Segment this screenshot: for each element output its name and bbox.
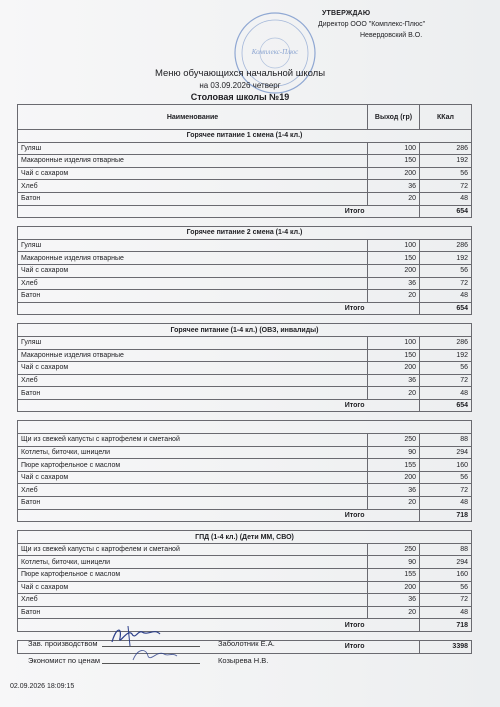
table-row: [18, 192, 472, 205]
dish-kcal: 294: [420, 446, 472, 459]
dish-name: Макаронные изделия отварные: [18, 252, 368, 265]
dish-name: Батон: [18, 606, 368, 619]
grand-total-value: 3398: [420, 640, 472, 653]
dish-kcal: 72: [420, 484, 472, 497]
dish-name: Батон: [18, 192, 368, 205]
dish-kcal: 192: [420, 155, 472, 168]
section-title-row: [18, 324, 472, 337]
section-title-row: [18, 130, 472, 143]
dish-weight: 150: [368, 155, 420, 168]
dish-name: Батон: [18, 387, 368, 400]
dish-name: Чай с сахаром: [18, 264, 368, 277]
menu-table: [17, 104, 472, 654]
dish-weight: 36: [368, 484, 420, 497]
dish-weight: 36: [368, 374, 420, 387]
table-row: [18, 471, 472, 484]
dish-name: Щи из свежей капусты с картофелем и сметаной: [18, 543, 368, 556]
section-total-row: [18, 509, 472, 522]
total-blank: [368, 509, 420, 522]
approval-block: [318, 8, 498, 41]
dish-name: Чай с сахаром: [18, 167, 368, 180]
header-kcal: ККал: [420, 105, 472, 130]
table-row: [18, 167, 472, 180]
menu-date: на 03.09.2026 четверг: [199, 81, 281, 90]
dish-name: Чай с сахаром: [18, 581, 368, 594]
table-row: [18, 362, 472, 375]
dish-kcal: 56: [420, 264, 472, 277]
dish-weight: 250: [368, 543, 420, 556]
table-row: [18, 290, 472, 303]
total-label: Итого: [18, 399, 368, 412]
table-row: [18, 459, 472, 472]
dish-weight: 250: [368, 434, 420, 447]
section-total-row: [18, 302, 472, 315]
dish-weight: 150: [368, 349, 420, 362]
total-blank: [368, 302, 420, 315]
dish-weight: 90: [368, 556, 420, 569]
table-row: [18, 606, 472, 619]
dish-name: Хлеб: [18, 277, 368, 290]
dish-name: Гуляш: [18, 336, 368, 349]
dish-weight: 200: [368, 471, 420, 484]
section-spacer-cell: [18, 412, 472, 421]
dish-kcal: 48: [420, 192, 472, 205]
table-row: [18, 434, 472, 447]
table-row: [18, 264, 472, 277]
dish-weight: 200: [368, 581, 420, 594]
table-row: [18, 155, 472, 168]
signature-name-economist: Козырева Н.В.: [218, 656, 269, 665]
header-name: Наименование: [18, 105, 368, 130]
section-title: Горячее питание 1 смена (1-4 кл.): [18, 130, 472, 143]
dish-name: Котлеты, биточки, шницели: [18, 556, 368, 569]
section-total-value: 718: [420, 509, 472, 522]
dish-kcal: 56: [420, 581, 472, 594]
total-label: Итого: [18, 302, 368, 315]
dish-kcal: 192: [420, 349, 472, 362]
dish-weight: 20: [368, 387, 420, 400]
dish-kcal: 160: [420, 459, 472, 472]
table-row: [18, 239, 472, 252]
dish-name: Пюре картофельное с маслом: [18, 459, 368, 472]
table-header-row: [18, 105, 472, 130]
dish-name: Батон: [18, 497, 368, 510]
dish-name: Хлеб: [18, 594, 368, 607]
signature-name-production: Заболотник Е.А.: [218, 639, 275, 648]
stamp-text: Комплекс-Плюс: [251, 48, 299, 56]
menu-place: Столовая школы №19: [190, 92, 290, 102]
section-total-value: 654: [420, 399, 472, 412]
dish-name: Гуляш: [18, 142, 368, 155]
section-spacer-cell: [18, 315, 472, 324]
dish-kcal: 72: [420, 180, 472, 193]
table-row: [18, 497, 472, 510]
printed-timestamp: 02.09.2026 18:09:15: [10, 683, 75, 690]
section-spacer: [18, 412, 472, 421]
dish-kcal: 286: [420, 142, 472, 155]
table-row: [18, 180, 472, 193]
dish-kcal: 72: [420, 374, 472, 387]
table-row: [18, 336, 472, 349]
dish-weight: 90: [368, 446, 420, 459]
dish-weight: 200: [368, 362, 420, 375]
grand-total-label: Итого: [18, 640, 368, 653]
dish-weight: 100: [368, 142, 420, 155]
section-title-row: [18, 531, 472, 544]
approval-heading: УТВЕРЖДАЮ: [322, 10, 371, 17]
table-row: [18, 594, 472, 607]
dish-name: Хлеб: [18, 180, 368, 193]
section-title: ГПД (1-4 кл.) (Дети ММ, СВО): [18, 531, 472, 544]
dish-name: Батон: [18, 290, 368, 303]
table-row: [18, 484, 472, 497]
dish-weight: 36: [368, 277, 420, 290]
dish-kcal: 286: [420, 239, 472, 252]
section-spacer: [18, 315, 472, 324]
dish-weight: 20: [368, 606, 420, 619]
table-row: [18, 349, 472, 362]
dish-weight: 20: [368, 290, 420, 303]
section-title: Горячее питание (1-4 кл.) (ОВЗ, инвалиды): [18, 324, 472, 337]
dish-kcal: 294: [420, 556, 472, 569]
dish-name: Хлеб: [18, 374, 368, 387]
dish-kcal: 56: [420, 362, 472, 375]
section-total-row: [18, 399, 472, 412]
dish-kcal: 48: [420, 497, 472, 510]
section-title: Горячее питание 2 смена (1-4 кл.): [18, 227, 472, 240]
dish-weight: 100: [368, 239, 420, 252]
total-blank: [368, 399, 420, 412]
dish-name: Чай с сахаром: [18, 362, 368, 375]
dish-weight: 20: [368, 192, 420, 205]
section-spacer: [18, 522, 472, 531]
dish-kcal: 88: [420, 434, 472, 447]
signature-scribble-economist: [130, 644, 180, 666]
total-label: Итого: [18, 205, 368, 218]
dish-weight: 36: [368, 180, 420, 193]
table-row: [18, 374, 472, 387]
section-total-row: [18, 619, 472, 632]
dish-kcal: 160: [420, 569, 472, 582]
dish-kcal: 48: [420, 606, 472, 619]
dish-kcal: 88: [420, 543, 472, 556]
dish-kcal: 72: [420, 277, 472, 290]
dish-kcal: 48: [420, 290, 472, 303]
dish-weight: 100: [368, 336, 420, 349]
signature-role-production: Зав. производством: [28, 639, 98, 648]
section-spacer-cell: [18, 218, 472, 227]
dish-weight: 20: [368, 497, 420, 510]
table-row: [18, 277, 472, 290]
total-blank: [368, 205, 420, 218]
table-row: [18, 543, 472, 556]
section-spacer-cell: [18, 522, 472, 531]
table-row: [18, 142, 472, 155]
dish-weight: 150: [368, 252, 420, 265]
dish-weight: 36: [368, 594, 420, 607]
total-label: Итого: [18, 509, 368, 522]
dish-name: Макаронные изделия отварные: [18, 349, 368, 362]
section-total-value: 718: [420, 619, 472, 632]
dish-name: Макаронные изделия отварные: [18, 155, 368, 168]
section-total-row: [18, 205, 472, 218]
dish-name: Хлеб: [18, 484, 368, 497]
section-total-value: 654: [420, 302, 472, 315]
dish-name: Щи из свежей капусты с картофелем и сметаной: [18, 434, 368, 447]
dish-kcal: 192: [420, 252, 472, 265]
table-row: [18, 446, 472, 459]
dish-name: Пюре картофельное с маслом: [18, 569, 368, 582]
table-row: [18, 252, 472, 265]
section-title-row: [18, 421, 472, 434]
dish-name: Чай с сахаром: [18, 471, 368, 484]
menu-table-body: [18, 130, 472, 654]
dish-kcal: 56: [420, 167, 472, 180]
table-row: [18, 387, 472, 400]
dish-weight: 200: [368, 167, 420, 180]
dish-kcal: 286: [420, 336, 472, 349]
table-row: [18, 556, 472, 569]
dish-name: Гуляш: [18, 239, 368, 252]
total-blank: [368, 619, 420, 632]
approval-director-name: Невердовский В.О.: [360, 32, 423, 39]
section-title: [18, 421, 472, 434]
dish-kcal: 48: [420, 387, 472, 400]
total-label: Итого: [18, 619, 368, 632]
table-row: [18, 581, 472, 594]
dish-kcal: 56: [420, 471, 472, 484]
dish-weight: 155: [368, 459, 420, 472]
dish-name: Котлеты, биточки, шницели: [18, 446, 368, 459]
approval-director-line: Директор ООО "Комплекс-Плюс": [318, 21, 426, 28]
table-row: [18, 569, 472, 582]
grand-total-blank: [368, 640, 420, 653]
dish-weight: 200: [368, 264, 420, 277]
signature-role-economist: Экономист по ценам: [28, 656, 101, 665]
section-total-value: 654: [420, 205, 472, 218]
menu-title: Меню обучающихся начальной школы: [154, 68, 326, 79]
section-spacer: [18, 218, 472, 227]
dish-kcal: 72: [420, 594, 472, 607]
dish-weight: 155: [368, 569, 420, 582]
section-title-row: [18, 227, 472, 240]
header-weight: Выход (гр): [368, 105, 420, 130]
